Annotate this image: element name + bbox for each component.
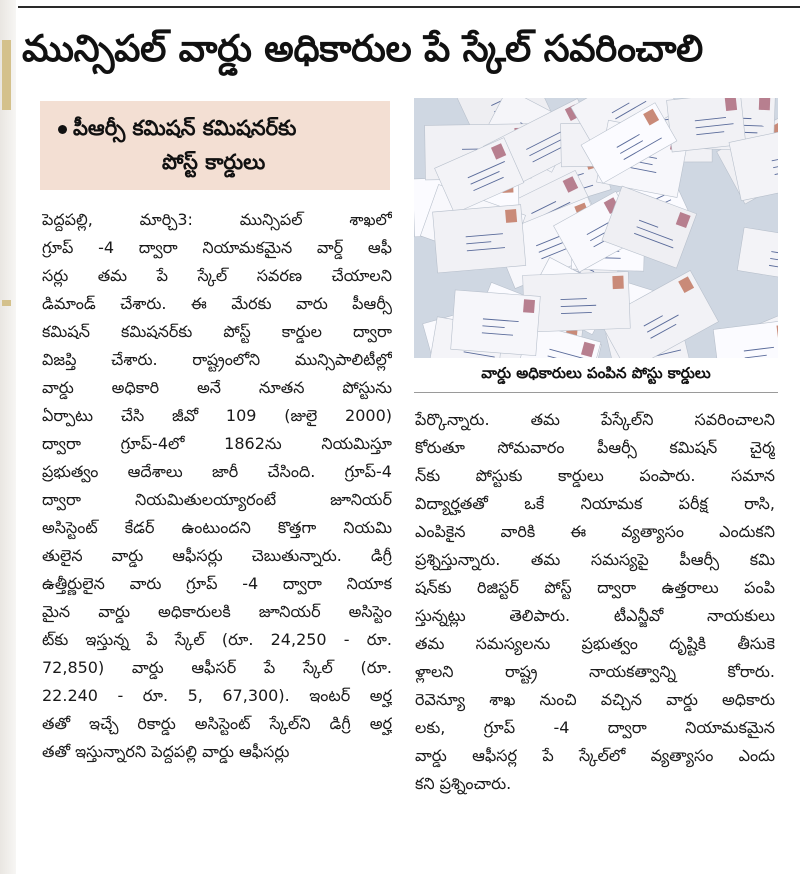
postcard (451, 290, 541, 356)
page-left-edge (0, 0, 16, 874)
article-headline: మున్సిపల్ వార్డు అధికారుల పే స్కేల్ సవరించాలి (22, 27, 703, 70)
subhead-box (40, 101, 390, 190)
body-line: ద్వారా గ్రూప్-4లో 1862ను నియమిస్తూ (42, 434, 392, 453)
body-line: ఉత్తీర్ణులైన వారు గ్రూప్ -4 ద్వారా నియాక (42, 574, 392, 593)
body-line: ళ్లాలని రాష్ట్ర నాయకత్వాన్ని కోరారు. (415, 662, 775, 681)
body-line: వార్డు అధికారి అనే నూతన పోస్టును (42, 378, 392, 397)
body-line: ప్రభుత్వం ఆదేశాలు జారీ చేసింది. గ్రూప్-4 (42, 462, 392, 481)
edge-mark (2, 300, 11, 306)
body-line: డిమాండ్ చేశారు. ఈ మేరకు వారు పీఆర్సీ (42, 294, 392, 313)
postcards-photo (414, 98, 778, 358)
body-line: విద్యార్హతతో ఒకే నియామక పరీక్ష రాసి, (415, 494, 775, 513)
body-line: ద్వారా నియమితులయ్యారంటే జూనియర్ (42, 490, 392, 509)
photo-caption: వార్డు అధికారులు పంపిన పోస్టు కార్డులు (414, 358, 778, 388)
body-line: న్‌కు పోస్టుకు కార్డులు పంపారు. సమాన (415, 466, 775, 485)
postcard (433, 205, 526, 273)
bullet-icon (58, 125, 67, 134)
subhead-text-1: పీఆర్సీ కమిషన్ కమిషనర్‌కు (73, 116, 297, 140)
body-line: విజప్తి చేశారు. రాష్ట్రంలోని మున్సిపాలిటీల్లో (42, 350, 392, 369)
body-line: వార్డు ఆఫీసర్ల పే స్కేల్‌లో వ్యత్యాసం ఎందు (415, 746, 775, 765)
postcards-photo-icon (414, 98, 778, 358)
body-column-left (42, 206, 392, 766)
body-line: 22.240 - రూ. 5, 67,300). ఇంటర్ అర్హ (42, 686, 392, 705)
body-line: పేర్కొన్నారు. తమ పేస్కేల్‌ని సవరించాలని (415, 410, 775, 429)
edge-mark (2, 40, 11, 110)
subhead-line-2: పోస్ట్ కార్డులు (162, 150, 266, 174)
body-line: ట్‌కు ఇస్తున్న పే స్కేల్ (రూ. 24,250 - రూ. (42, 630, 392, 649)
body-line: ఎంపికైన వారికి ఈ వ్యత్యాసం ఎందుకని (415, 522, 775, 541)
body-line: తమ సమస్యలను ప్రభుత్వం దృష్టికి తీసుకె (415, 634, 775, 653)
body-line: మైన వార్డు అధికారులకి జూనియర్ అసిస్టెం (42, 602, 392, 621)
body-line: తతో ఇస్తున్నారని పెద్దపల్లి వార్డు ఆఫీసర్లు (42, 742, 290, 761)
body-line: 72,850) వార్డు ఆఫీసర్ పే స్కేల్ (రూ. (42, 658, 392, 677)
body-line: రెవెన్యూ శాఖ నుంచి వచ్చిన వార్డు అధికారు (415, 690, 775, 709)
body-line: సర్లు తమ పే స్కేల్ సవరణ చేయాలని (42, 266, 392, 285)
top-rule (18, 6, 800, 8)
body-column-right (415, 406, 775, 798)
body-line: షన్‌కు రిజిస్టర్ పోస్ట్ ద్వారా ఉత్తరాలు పంపి (415, 578, 775, 597)
body-line: తులైన వార్డు ఆఫీసర్లు చెబుతున్నారు. డిగ్రీ (42, 546, 392, 565)
body-line: కని ప్రశ్నించారు. (415, 774, 512, 793)
body-line: గ్రూప్ -4 ద్వారా నియామకమైన వార్డ్ ఆఫీ (42, 238, 392, 257)
subhead-line-1 (58, 113, 296, 143)
body-line: కమిషన్ కమిషనర్‌కు పోస్ట్ కార్డుల ద్వారా (42, 322, 392, 341)
caption-rule (414, 392, 778, 393)
body-line: లకు, గ్రూప్ -4 ద్వారా నియామకమైన (415, 718, 775, 737)
body-line: అసిస్టెంట్ కేడర్ ఉంటుందని కొత్తగా నియమి (42, 518, 392, 537)
body-line: స్తున్నట్లు తెలిపారు. టీఎన్జీవో నాయకులు (415, 606, 775, 625)
body-line: ప్రశ్నిస్తున్నారు. తమ సమస్యపై పీఆర్సీ కమి (415, 550, 775, 569)
body-line: పెద్దపల్లి, మార్చి3: మున్సిపల్ శాఖలో (42, 210, 392, 229)
body-line: తతో ఇచ్చే రికార్డు అసిస్టెంట్ స్కేల్‌ని డిగ్రీ అర్హ (42, 714, 392, 733)
body-line: ఏర్పాటు చేసి జీవో 109 (జులై 2000) (42, 406, 392, 425)
body-line: కోరుతూ సోమవారం పీఆర్సీ కమిషన్ చైర్మ (415, 438, 775, 457)
